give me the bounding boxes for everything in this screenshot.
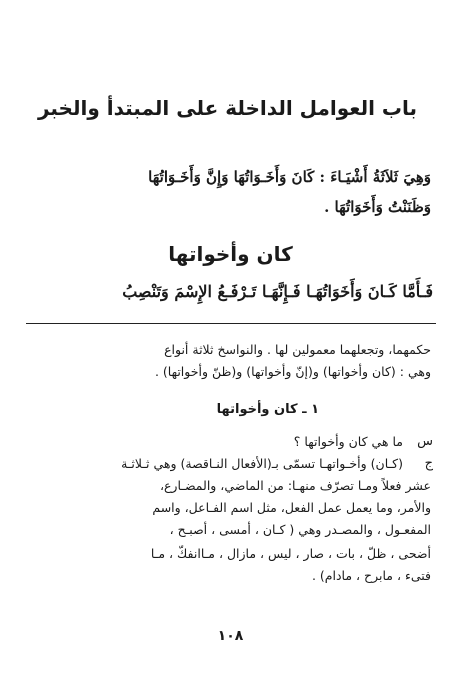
- chapter-title: باب العوامل الداخلة على المبتدأ والخبر: [37, 96, 418, 120]
- answer-line: عشر فعلاً ومـا تصرّف منهـا: من الماضي، والمضـارع،: [159, 478, 431, 493]
- question-marker: س: [417, 434, 433, 449]
- answer-line: المفعـول ، والمصـدر وهي ( كـان ، أمسى ، أصبـح ،: [169, 522, 431, 537]
- verse-intro-line-2: وَظَنَنْتُ وَأَخَوَاتُهَا .: [324, 198, 431, 216]
- commentary-line-2: وهي : (كان وأخواتها) و(إنّ وأخواتها) و(ظنّ وأخواتها) .: [154, 364, 431, 379]
- verse-main: فَـأَمَّا كَـانَ وَأَخَوَاتُهَـا فَـإِنَّهَـا تَـرْفَـعُ الإِسْمَ وَتَنْصِبُ: [122, 282, 433, 301]
- verse-intro-line-1: وَهِيَ ثَلاَثَةُ أَشْيَـاءَ : كَانَ وَأَخَـوَاتُهَا وَإِنَّ وَأَخَـوَاتُهَا: [148, 168, 431, 186]
- answer-marker: ج: [424, 456, 433, 471]
- page-number: ١٠٨: [217, 628, 244, 644]
- answer-line: فتىء ، مابرح ، مادام) .: [311, 568, 431, 583]
- answer-line: أضحى ، ظلّ ، بات ، صار ، ليس ، مازال ، مـاانفكّ ، مـا: [150, 546, 431, 561]
- commentary-line-1: حكمهما، وتجعلهما معمولين لها . والنواسخ ثلاثة أنواع: [164, 342, 431, 357]
- answer-line: (كـان) وأخـواتهـا تسمّى بـ(الأفعال النـاقصة) وهي ثـلاثـة: [121, 456, 403, 471]
- section-heading: كان وأخواتها: [168, 242, 293, 266]
- question-text: ما هي كان وأخواتها ؟: [293, 434, 403, 449]
- divider-rule: [26, 323, 436, 324]
- sub-heading: ١ ـ كان وأخواتها: [216, 402, 319, 417]
- answer-line: والأمر، وما يعمل عمل الفعل، مثل اسم الفـاعل، واسم: [152, 500, 431, 515]
